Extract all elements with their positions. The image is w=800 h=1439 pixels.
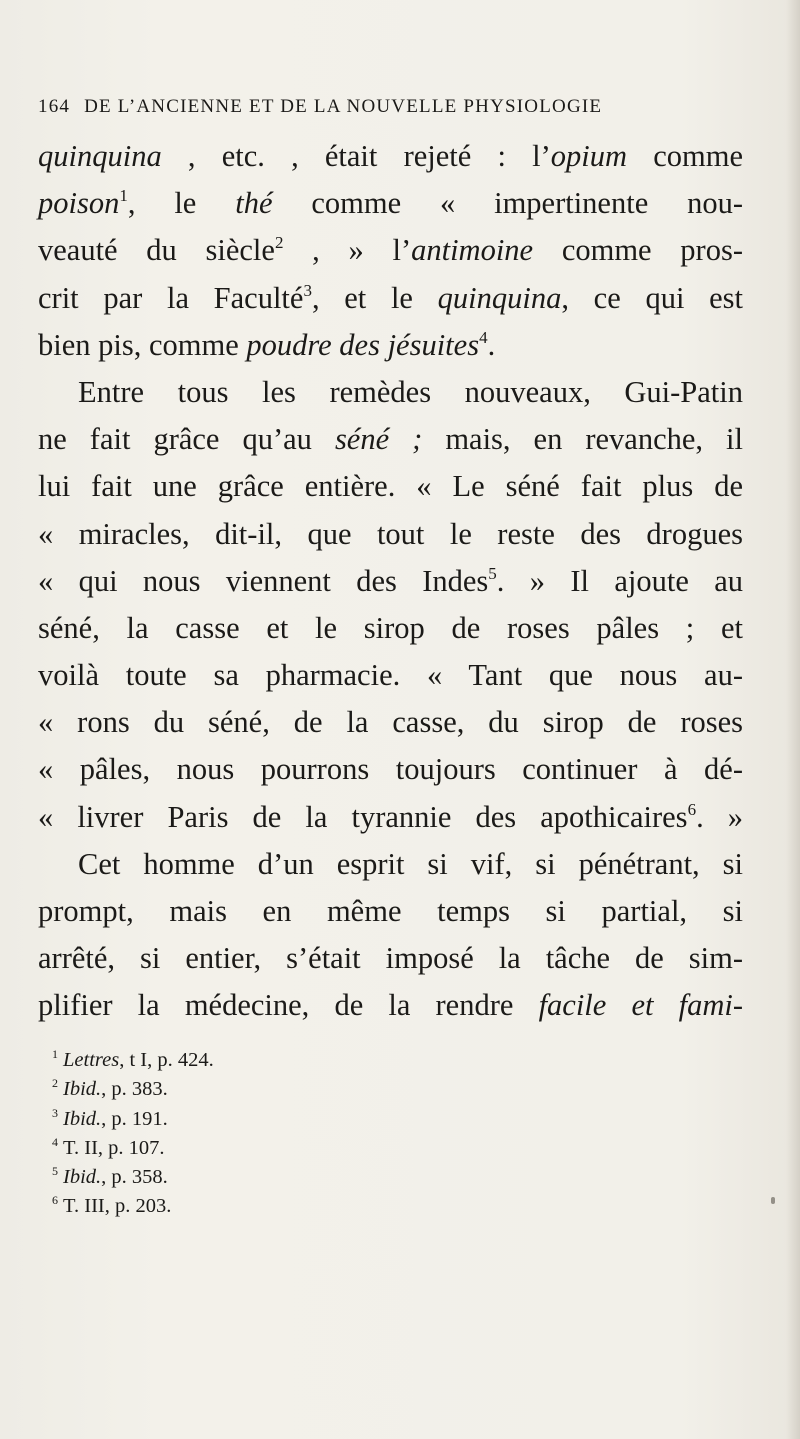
text-line-10	[38, 558, 743, 605]
footnotes	[52, 1046, 452, 1222]
footnote-marker: 6	[687, 799, 697, 819]
footnote-number: 6	[52, 1193, 58, 1208]
text-line-3	[38, 227, 743, 274]
text-line-8: lui fait une grâce entière. « Le séné fait plus de	[38, 469, 743, 504]
text-run: veauté du siècle	[38, 233, 275, 268]
text-line-4	[38, 275, 743, 322]
page-number: 164	[38, 96, 71, 117]
text-line-9: « miracles, dit-il, que tout le reste des drogues	[38, 516, 743, 551]
text-run: comme pros-	[533, 233, 743, 268]
footnote-reference: , p. 358.	[101, 1166, 168, 1189]
ink-speck	[771, 1197, 775, 1204]
text-line-17: prompt, mais en même temps si partial, si	[38, 894, 743, 928]
italic-term: poudre des jésuites	[246, 327, 480, 362]
text-run: « livrer Paris de la tyrannie des apothicaires	[38, 799, 688, 834]
text-run: comme	[627, 139, 743, 173]
text-run: bien pis, comme	[38, 327, 247, 362]
text-run: .	[487, 327, 496, 362]
text-run: , le	[127, 186, 236, 221]
text-line-1	[38, 133, 743, 180]
page-edge-shadow	[786, 0, 800, 1439]
italic-term: facile et fami-	[538, 988, 743, 1023]
text-line-15	[38, 794, 743, 841]
footnote-source: Lettres	[63, 1049, 120, 1071]
footnote-4	[52, 1134, 452, 1163]
footnote-marker: 1	[119, 186, 128, 206]
text-line-13: « rons du séné, de la casse, du sirop de roses	[38, 705, 743, 740]
text-line-12: voilà toute sa pharmacie. « Tant que nous au-	[38, 658, 743, 693]
footnote-reference: , p. 191.	[101, 1107, 168, 1130]
text-line-2	[38, 180, 743, 227]
footnote-marker: 3	[303, 280, 312, 300]
footnote-number: 4	[52, 1134, 58, 1149]
text-line-5	[38, 322, 743, 369]
footnote-source: Ibid.	[63, 1166, 102, 1189]
text-run: . » Il ajoute au	[496, 563, 743, 598]
text-line-6: Entre tous les remèdes nouveaux, Gui-Patin	[78, 374, 743, 409]
text-run: plifier la médecine, de la rendre	[38, 988, 539, 1023]
footnote-5	[52, 1163, 452, 1192]
text-run: « qui nous viennent des Indes	[38, 563, 489, 598]
text-run: , » l’	[283, 233, 412, 268]
text-run: . »	[696, 799, 744, 834]
text-run: comme « impertinente nou-	[272, 186, 743, 221]
footnote-marker: 2	[274, 233, 284, 253]
footnote-source: Ibid.	[63, 1078, 102, 1101]
footnote-reference: T. III, p. 203.	[63, 1195, 172, 1218]
text-line-14: « pâles, nous pourrons toujours continuer à dé-	[38, 752, 743, 787]
footnote-number: 3	[52, 1105, 58, 1120]
text-run: ne fait grâce qu’au	[38, 422, 335, 457]
italic-term: poison	[38, 186, 120, 221]
main-text	[38, 133, 743, 1030]
text-line-18: arrêté, si entier, s’était imposé la tâche de sim-	[38, 941, 743, 976]
text-run: crit par la Faculté	[38, 280, 304, 315]
text-line-19	[38, 982, 743, 1029]
footnote-number: 5	[52, 1164, 58, 1179]
text-run: , etc. , était rejeté : l’	[161, 139, 551, 173]
italic-term: opium	[550, 139, 628, 173]
italic-term: séné ;	[334, 422, 423, 457]
text-run: , et le	[311, 280, 438, 315]
footnote-1	[52, 1046, 452, 1075]
italic-term: thé	[235, 186, 273, 221]
footnote-reference: , t I, p. 424.	[119, 1049, 214, 1071]
text-line-16: Cet homme d’un esprit si vif, si pénétrant, si	[78, 846, 743, 881]
text-line-11: séné, la casse et le sirop de roses pâles ; et	[38, 610, 743, 645]
footnote-number: 2	[52, 1076, 58, 1091]
running-header	[38, 96, 743, 122]
footnote-marker: 4	[479, 327, 488, 347]
footnote-6	[52, 1192, 452, 1221]
text-line-7	[38, 416, 743, 463]
footnote-reference: T. II, p. 107.	[63, 1136, 165, 1159]
italic-term: quinquina	[38, 139, 162, 173]
footnote-marker: 5	[488, 563, 497, 583]
footnote-2	[52, 1075, 452, 1104]
italic-term: quinquina	[437, 280, 562, 315]
footnote-reference: , p. 383.	[101, 1078, 168, 1101]
footnote-3	[52, 1105, 452, 1134]
footnote-source: Ibid.	[63, 1107, 102, 1130]
footnote-number: 1	[52, 1047, 58, 1061]
running-title: DE L’ANCIENNE ET DE LA NOUVELLE PHYSIOLOGIE	[84, 96, 603, 117]
text-run: , ce qui est	[561, 280, 743, 315]
italic-term: antimoine	[411, 233, 534, 268]
text-run: mais, en revanche, il	[422, 422, 743, 457]
